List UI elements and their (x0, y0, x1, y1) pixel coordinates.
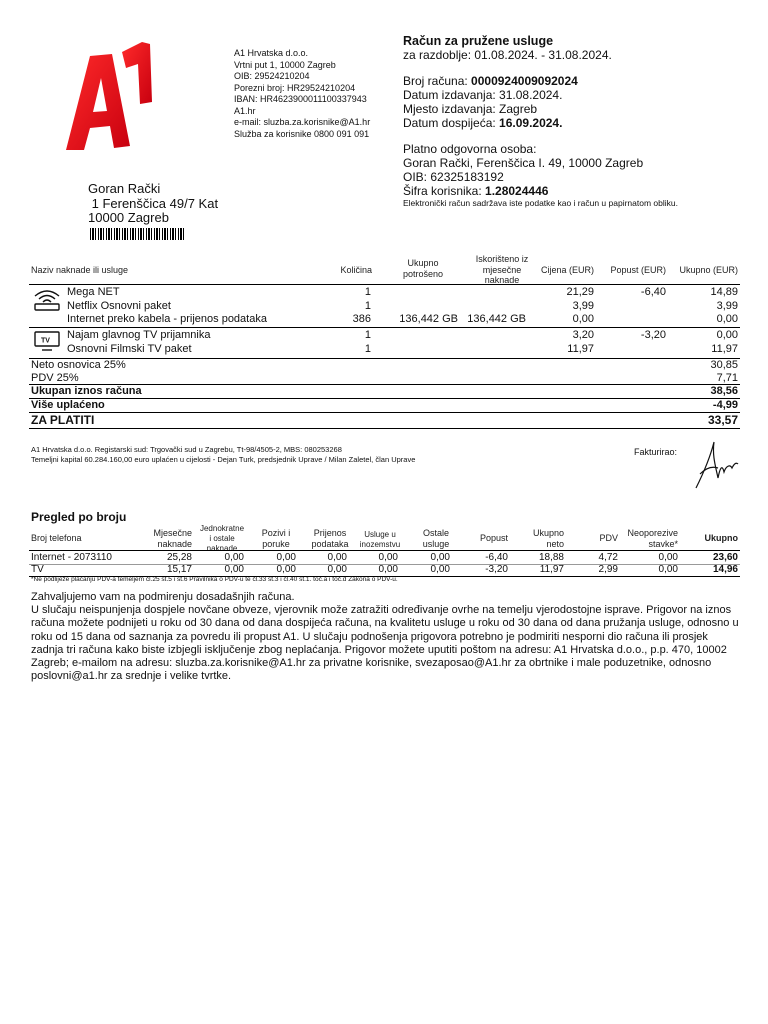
payer-address: Goran Rački, Ferenščica I. 49, 10000 Zagreb (403, 156, 644, 170)
company-web[interactable]: A1.hr (234, 105, 256, 116)
ov-onetime-header: Jednokratne i ostale naknade (199, 524, 245, 553)
ov-roaming-header: Usluge u inozemstvu (359, 530, 401, 549)
ov-monthly-header: Mjesečne naknade (153, 528, 192, 549)
col-total-used-header: Ukupno potrošeno (402, 258, 444, 279)
invoice-place: Mjesto izdavanja: Zagreb (403, 102, 538, 116)
recipient-city: 10000 Zagreb (88, 210, 169, 225)
company-street: Vrtni put 1, 10000 Zagreb (234, 59, 336, 70)
recipient-street: 1 Ferenščica 49/7 Kat (88, 195, 219, 211)
invoice-title: Račun za pružene usluge (403, 34, 554, 48)
company-email[interactable]: e-mail: sluzba.za.korisnike@A1.hr (234, 117, 371, 127)
customer-code: Šifra korisnika: 1.28024446 (403, 184, 549, 198)
col-discount-header: Popust (EUR) (610, 265, 666, 275)
ov-discount-header: Popust (479, 533, 508, 543)
company-service: Služba za korisnike 0800 091 091 (234, 128, 370, 139)
ov-calls-header: Pozivi i poruke (261, 528, 291, 549)
payer-label: Platno odgovorna osoba: (403, 142, 537, 156)
company-tax: Porezni broj: HR29524210204 (234, 82, 356, 93)
barcode (90, 228, 186, 240)
ov-data-header: Prijenos podataka (311, 528, 349, 549)
legal-line-2: Temeljni kapital 60.284.160,00 euro uplaćen u cijelosti - Dejan Turk, predsjednik Uprave / Milan Zaletel, član Uprave (31, 455, 416, 464)
payer-oib: OIB: 62325183192 (403, 170, 504, 184)
tv-icon (33, 330, 61, 352)
svg-text:TV: TV (41, 337, 50, 345)
ov-untaxed-header: Neoporezive stavke* (627, 528, 678, 549)
col-name-header: Naziv naknade ili usluge (31, 265, 129, 275)
invoice-number: Broj računa: 0000924009092024 (403, 74, 578, 88)
invoiced-by-label: Fakturirao: (634, 447, 678, 457)
thanks-text: Zahvaljujemo vam na podmirenju dosadašnjih računa. (31, 591, 295, 603)
signature (690, 438, 740, 492)
overview-title: Pregled po broju (31, 510, 127, 524)
overview-footnote: *Ne podliježe plaćanju PDV-a temeljem čl.25 st.5 i st.6 Pravilnika o PDV-u te čl.33 st.3 i čl.40 st.1. toč.a i toč.d Zakona o PDV-u. (31, 576, 398, 583)
ov-other-header: Ostale usluge (422, 528, 450, 549)
invoice-issue-date: Datum izdavanja: 31.08.2024. (403, 88, 563, 102)
a1-logo (60, 38, 160, 158)
company-oib: OIB: 29524210204 (234, 71, 310, 81)
ov-phone-header: Broj telefona (31, 533, 82, 543)
wifi-router-icon (31, 286, 63, 312)
col-total-header: Ukupno (EUR) (679, 265, 738, 275)
ov-total-header: Ukupno (704, 533, 738, 543)
complaint-text: U slučaju neispunjenja dospjele novčane obveze, vjerovnik može zatražiti određivanje ovrhe na temelju vjerodostojne isprave. Prigovor na iznos računa možete podnijeti u roku od 30 dana od dana dospijeća računa, na kvalitetu usluge u roku od 30 dana od dana pružanja usluge, odnosno u roku od 15 dana od saznanja za povredu ili propust A1. U slučaju podnošenja prigovora potrebno je podmiriti nesporni dio računa ili prosjek zadnja tri računa kako biste izbjegli isključenje zbog neplaćanja. Prigovor možete uputiti poštom na adresu: A1 Hrvatska d.o.o., p.p. 470, 10002 Zagreb; e-mailom na adresu: sluzba.za.korisnike@A1.hr za privatne korisnike, svezaposao@A1.hr za obrtnike i male poduzetnike, odnosno poslovni@a1.hr za srednje i velike tvrtke. (31, 604, 739, 683)
col-price-header: Cijena (EUR) (540, 265, 594, 275)
ov-net-header: Ukupno neto (532, 528, 564, 549)
company-name: A1 Hrvatska d.o.o. (234, 48, 309, 58)
col-qty-header: Količina (340, 265, 372, 275)
invoice-period: za razdoblje: 01.08.2024. - 31.08.2024. (403, 48, 612, 62)
invoice-due: Datum dospijeća: 16.09.2024. (403, 116, 563, 130)
ov-vat-header: PDV (599, 533, 618, 543)
recipient-name: Goran Rački (88, 181, 161, 196)
legal-line-1: A1 Hrvatska d.o.o. Registarski sud: Trgovački sud u Zagrebu, Tt-98/4505-2, MBS: 080253268 (31, 445, 342, 454)
company-iban: IBAN: HR4623900011100337943 (234, 94, 367, 104)
e-invoice-note: Elektronički račun sadržava iste podatke kao i račun u papirnatom obliku. (403, 198, 678, 208)
col-used-header: Iskorišteno iz mjesečne naknade (475, 254, 529, 285)
